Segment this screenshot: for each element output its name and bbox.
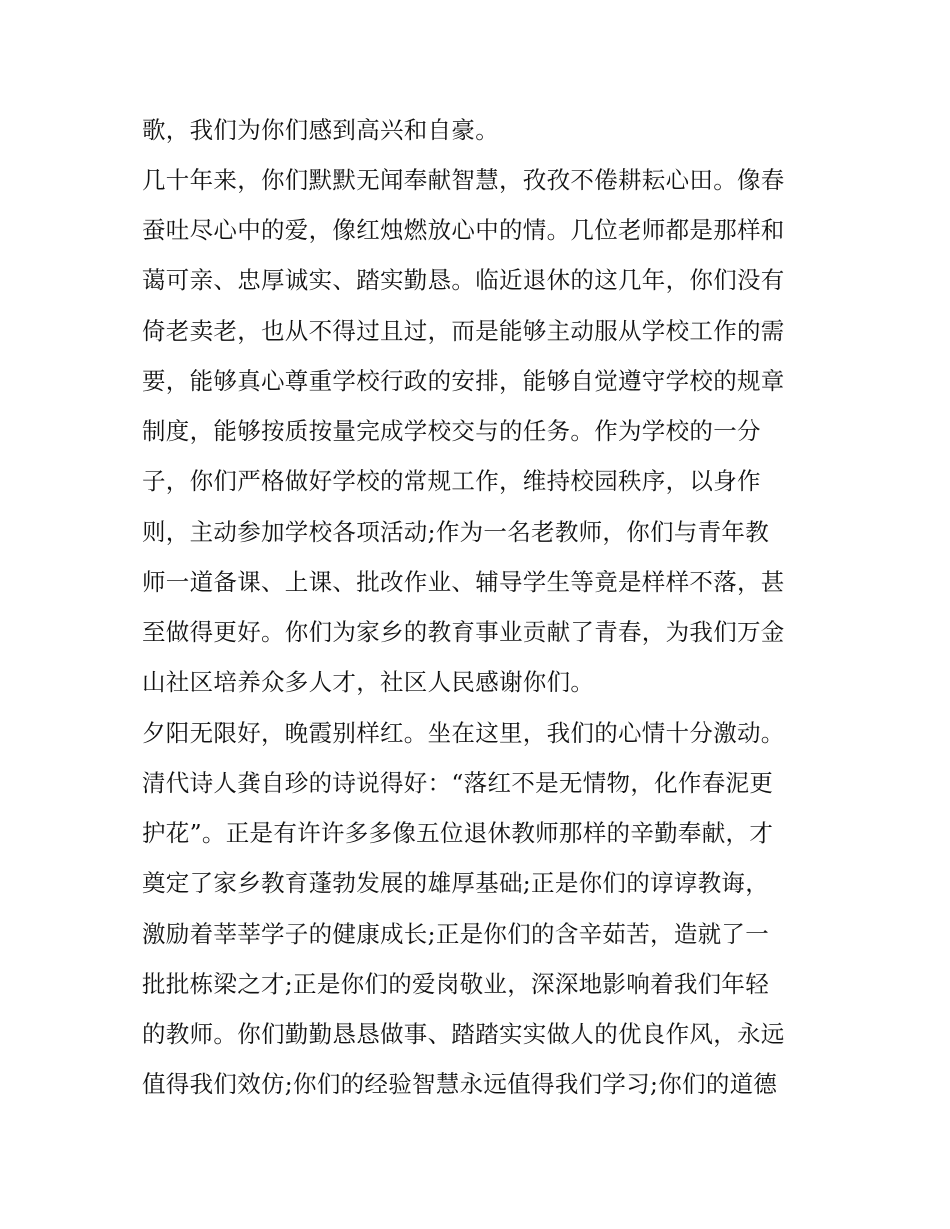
text-line: 山社区培养众多人才，社区人民感谢你们。 bbox=[142, 668, 595, 696]
text-line: 激励着莘莘学子的健康成长;正是你们的含辛茹苦，造就了一 bbox=[142, 920, 770, 948]
text-line: 奠定了家乡教育蓬勃发展的雄厚基础;正是你们的谆谆教诲， bbox=[142, 869, 770, 897]
text-line: 倚老卖老，也从不得过且过，而是能够主动服从学校工作的需 bbox=[142, 317, 785, 345]
text-line: 清代诗人龚自珍的诗说得好：“落红不是无情物，化作春泥更 bbox=[142, 769, 774, 797]
text-line: 子，你们严格做好学校的常规工作，维持校园秩序，以身作 bbox=[142, 467, 761, 495]
text-line: 则，主动参加学校各项活动;作为一名老教师，你们与青年教 bbox=[142, 518, 770, 546]
text-line: 制度，能够按质按量完成学校交与的任务。作为学校的一分 bbox=[142, 417, 761, 445]
text-line: 几十年来，你们默默无闻奉献智慧，孜孜不倦耕耘心田。像春 bbox=[142, 166, 785, 194]
text-line: 批批栋梁之才;正是你们的爱岗敬业，深深地影响着我们年轻 bbox=[142, 970, 770, 998]
text-line: 蔼可亲、忠厚诚实、踏实勤恳。临近退休的这几年，你们没有 bbox=[142, 266, 785, 294]
text-line: 护花”。正是有许许多多像五位退休教师那样的辛勤奉献，才 bbox=[142, 819, 774, 847]
text-line: 值得我们效仿;你们的经验智慧永远值得我们学习;你们的道德 bbox=[142, 1070, 778, 1098]
text-line: 夕阳无限好，晚霞别样红。坐在这里，我们的心情十分激动。 bbox=[142, 719, 785, 747]
text-line: 至做得更好。你们为家乡的教育事业贡献了青春，为我们万金 bbox=[142, 618, 785, 646]
text-line: 蚕吐尽心中的爱，像红烛燃放心中的情。几位老师都是那样和 bbox=[142, 216, 785, 244]
text-line: 的教师。你们勤勤恳恳做事、踏踏实实做人的优良作风，永远 bbox=[142, 1020, 785, 1048]
text-line: 师一道备课、上课、批改作业、辅导学生等竟是样样不落，甚 bbox=[142, 568, 785, 596]
text-line: 歌，我们为你们感到高兴和自豪。 bbox=[142, 116, 499, 144]
text-line: 要，能够真心尊重学校行政的安排，能够自觉遵守学校的规章 bbox=[142, 367, 785, 395]
